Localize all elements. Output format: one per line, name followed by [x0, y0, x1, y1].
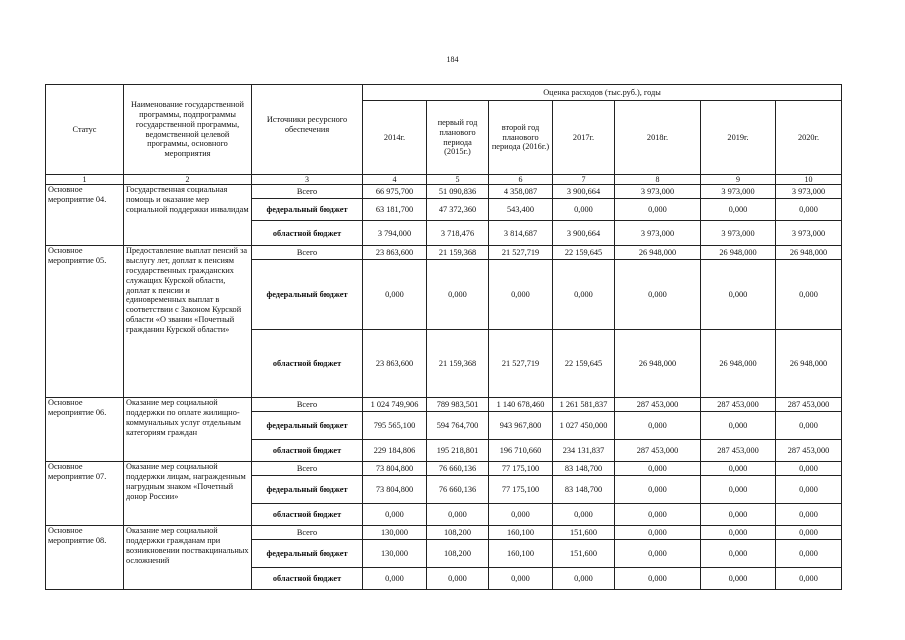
- value-2016: 543,400: [489, 199, 553, 221]
- header-year-2017: 2017г.: [553, 101, 615, 175]
- value-2014: 63 181,700: [363, 199, 427, 221]
- col-number: 7: [553, 175, 615, 185]
- value-2019: 0,000: [701, 260, 776, 330]
- table-row: [46, 398, 842, 412]
- header-year-2014: 2014г.: [363, 101, 427, 175]
- funding-source: областной бюджет: [252, 440, 363, 462]
- value-2017: 1 261 581,837: [553, 398, 615, 412]
- value-2019: 0,000: [701, 476, 776, 504]
- col-number: 9: [701, 175, 776, 185]
- value-2016: 943 967,800: [489, 412, 553, 440]
- col-number: 10: [776, 175, 842, 185]
- value-2014: 23 863,600: [363, 330, 427, 398]
- value-2019: 26 948,000: [701, 246, 776, 260]
- value-2017: 83 148,700: [553, 476, 615, 504]
- value-2015: 51 090,836: [427, 185, 489, 199]
- value-2018: 0,000: [615, 260, 701, 330]
- value-2015: 76 660,136: [427, 462, 489, 476]
- row-name: Оказание мер социальной поддержки гражданам при возникновении поствакцинальных осложнений: [124, 526, 252, 590]
- funding-source: Всего: [252, 398, 363, 412]
- funding-source: областной бюджет: [252, 221, 363, 246]
- header-status: Статус: [46, 85, 124, 175]
- row-status: Основное мероприятие 06.: [46, 398, 124, 462]
- value-2020: 0,000: [776, 540, 842, 568]
- value-2016: 3 814,687: [489, 221, 553, 246]
- value-2015: 47 372,360: [427, 199, 489, 221]
- value-2018: 0,000: [615, 504, 701, 526]
- value-2020: 3 973,000: [776, 221, 842, 246]
- value-2017: 1 027 450,000: [553, 412, 615, 440]
- table-row: [46, 185, 842, 199]
- value-2019: 26 948,000: [701, 330, 776, 398]
- value-2014: 130,000: [363, 540, 427, 568]
- value-2020: 287 453,000: [776, 440, 842, 462]
- row-status: Основное мероприятие 07.: [46, 462, 124, 526]
- value-2019: 3 973,000: [701, 185, 776, 199]
- header-year-2016: второй год планового периода (2016г.): [489, 101, 553, 175]
- value-2020: 0,000: [776, 199, 842, 221]
- value-2017: 151,600: [553, 526, 615, 540]
- value-2018: 26 948,000: [615, 246, 701, 260]
- value-2016: 160,100: [489, 526, 553, 540]
- table-row: [46, 526, 842, 540]
- funding-source: федеральный бюджет: [252, 540, 363, 568]
- value-2016: 0,000: [489, 568, 553, 590]
- value-2015: 108,200: [427, 526, 489, 540]
- row-status: Основное мероприятие 05.: [46, 246, 124, 398]
- value-2017: 22 159,645: [553, 330, 615, 398]
- value-2017: 0,000: [553, 504, 615, 526]
- value-2019: 287 453,000: [701, 398, 776, 412]
- col-number: 1: [46, 175, 124, 185]
- value-2018: 0,000: [615, 476, 701, 504]
- value-2019: 0,000: [701, 199, 776, 221]
- value-2018: 3 973,000: [615, 185, 701, 199]
- funding-source: Всего: [252, 185, 363, 199]
- value-2016: 77 175,100: [489, 476, 553, 504]
- value-2020: 26 948,000: [776, 330, 842, 398]
- funding-source: областной бюджет: [252, 330, 363, 398]
- value-2020: 0,000: [776, 526, 842, 540]
- row-name: Оказание мер социальной поддержки лицам, награжденным нагрудным знаком «Почетный донор России»: [124, 462, 252, 526]
- row-name: Предоставление выплат пенсий за выслугу лет, доплат к пенсиям государственных гражданских служащих Курской области, доплат к пенсии и единовременных выплат в соответствии с Законом Курской области «О звании «Почетный гражданин Курской области»: [124, 246, 252, 398]
- value-2020: 0,000: [776, 260, 842, 330]
- value-2018: 0,000: [615, 199, 701, 221]
- value-2020: 0,000: [776, 568, 842, 590]
- header-estimate: Оценка расходов (тыс.руб.), годы: [363, 85, 842, 101]
- value-2018: 3 973,000: [615, 221, 701, 246]
- row-status: Основное мероприятие 08.: [46, 526, 124, 590]
- funding-source: Всего: [252, 526, 363, 540]
- value-2019: 3 973,000: [701, 221, 776, 246]
- value-2015: 76 660,136: [427, 476, 489, 504]
- value-2020: 0,000: [776, 476, 842, 504]
- value-2015: 0,000: [427, 504, 489, 526]
- value-2018: 287 453,000: [615, 398, 701, 412]
- funding-source: федеральный бюджет: [252, 476, 363, 504]
- value-2018: 0,000: [615, 540, 701, 568]
- value-2014: 229 184,806: [363, 440, 427, 462]
- value-2015: 21 159,368: [427, 246, 489, 260]
- value-2014: 23 863,600: [363, 246, 427, 260]
- value-2018: 26 948,000: [615, 330, 701, 398]
- row-status: Основное мероприятие 04.: [46, 185, 124, 246]
- value-2017: 0,000: [553, 260, 615, 330]
- header-year-2018: 2018г.: [615, 101, 701, 175]
- header-year-2020: 2020г.: [776, 101, 842, 175]
- value-2019: 0,000: [701, 526, 776, 540]
- value-2018: 0,000: [615, 462, 701, 476]
- value-2017: 0,000: [553, 568, 615, 590]
- value-2019: 287 453,000: [701, 440, 776, 462]
- row-name: Оказание мер социальной поддержки по оплате жилищно-коммунальных услуг отдельным категориям граждан: [124, 398, 252, 462]
- value-2020: 287 453,000: [776, 398, 842, 412]
- value-2016: 0,000: [489, 260, 553, 330]
- col-number: 2: [124, 175, 252, 185]
- funding-source: федеральный бюджет: [252, 412, 363, 440]
- value-2019: 0,000: [701, 504, 776, 526]
- value-2017: 234 131,837: [553, 440, 615, 462]
- value-2014: 130,000: [363, 526, 427, 540]
- value-2017: 3 900,664: [553, 221, 615, 246]
- value-2014: 795 565,100: [363, 412, 427, 440]
- value-2016: 196 710,660: [489, 440, 553, 462]
- value-2015: 195 218,801: [427, 440, 489, 462]
- value-2015: 3 718,476: [427, 221, 489, 246]
- col-number: 3: [252, 175, 363, 185]
- value-2019: 0,000: [701, 462, 776, 476]
- value-2015: 0,000: [427, 568, 489, 590]
- value-2020: 26 948,000: [776, 246, 842, 260]
- col-number: 4: [363, 175, 427, 185]
- header-year-2019: 2019г.: [701, 101, 776, 175]
- value-2014: 73 804,800: [363, 462, 427, 476]
- value-2016: 1 140 678,460: [489, 398, 553, 412]
- funding-source: областной бюджет: [252, 568, 363, 590]
- value-2019: 0,000: [701, 568, 776, 590]
- value-2015: 0,000: [427, 260, 489, 330]
- funding-source: федеральный бюджет: [252, 199, 363, 221]
- value-2015: 594 764,700: [427, 412, 489, 440]
- value-2014: 66 975,700: [363, 185, 427, 199]
- value-2020: 3 973,000: [776, 185, 842, 199]
- value-2019: 0,000: [701, 412, 776, 440]
- value-2016: 160,100: [489, 540, 553, 568]
- value-2014: 0,000: [363, 260, 427, 330]
- col-number: 8: [615, 175, 701, 185]
- value-2014: 0,000: [363, 568, 427, 590]
- value-2017: 151,600: [553, 540, 615, 568]
- value-2016: 21 527,719: [489, 330, 553, 398]
- value-2015: 108,200: [427, 540, 489, 568]
- value-2018: 0,000: [615, 568, 701, 590]
- value-2014: 0,000: [363, 504, 427, 526]
- value-2016: 77 175,100: [489, 462, 553, 476]
- value-2016: 4 358,087: [489, 185, 553, 199]
- value-2019: 0,000: [701, 540, 776, 568]
- value-2018: 0,000: [615, 412, 701, 440]
- value-2020: 0,000: [776, 412, 842, 440]
- value-2020: 0,000: [776, 504, 842, 526]
- value-2017: 83 148,700: [553, 462, 615, 476]
- funding-source: федеральный бюджет: [252, 260, 363, 330]
- header-sources: Источники ресурсного обеспечения: [252, 85, 363, 175]
- row-name: Государственная социальная помощь и оказание мер социальной поддержки инвалидам: [124, 185, 252, 246]
- value-2017: 3 900,664: [553, 185, 615, 199]
- header-year-2015: первый год планового периода (2015г.): [427, 101, 489, 175]
- value-2020: 0,000: [776, 462, 842, 476]
- value-2014: 1 024 749,906: [363, 398, 427, 412]
- value-2015: 21 159,368: [427, 330, 489, 398]
- value-2015: 789 983,501: [427, 398, 489, 412]
- funding-source: областной бюджет: [252, 504, 363, 526]
- value-2016: 0,000: [489, 504, 553, 526]
- value-2014: 73 804,800: [363, 476, 427, 504]
- funding-source: Всего: [252, 462, 363, 476]
- value-2018: 287 453,000: [615, 440, 701, 462]
- table-body: [46, 185, 842, 590]
- value-2016: 21 527,719: [489, 246, 553, 260]
- budget-table: [45, 84, 842, 590]
- value-2014: 3 794,000: [363, 221, 427, 246]
- table-row: [46, 462, 842, 476]
- funding-source: Всего: [252, 246, 363, 260]
- value-2018: 0,000: [615, 526, 701, 540]
- table-row: [46, 246, 842, 260]
- col-number: 6: [489, 175, 553, 185]
- col-number: 5: [427, 175, 489, 185]
- page-number: 184: [446, 55, 459, 64]
- header-name: Наименование государственной программы, подпрограммы государственной программы, ведомственной целевой программы, основного мероприятия: [124, 85, 252, 175]
- value-2017: 22 159,645: [553, 246, 615, 260]
- value-2017: 0,000: [553, 199, 615, 221]
